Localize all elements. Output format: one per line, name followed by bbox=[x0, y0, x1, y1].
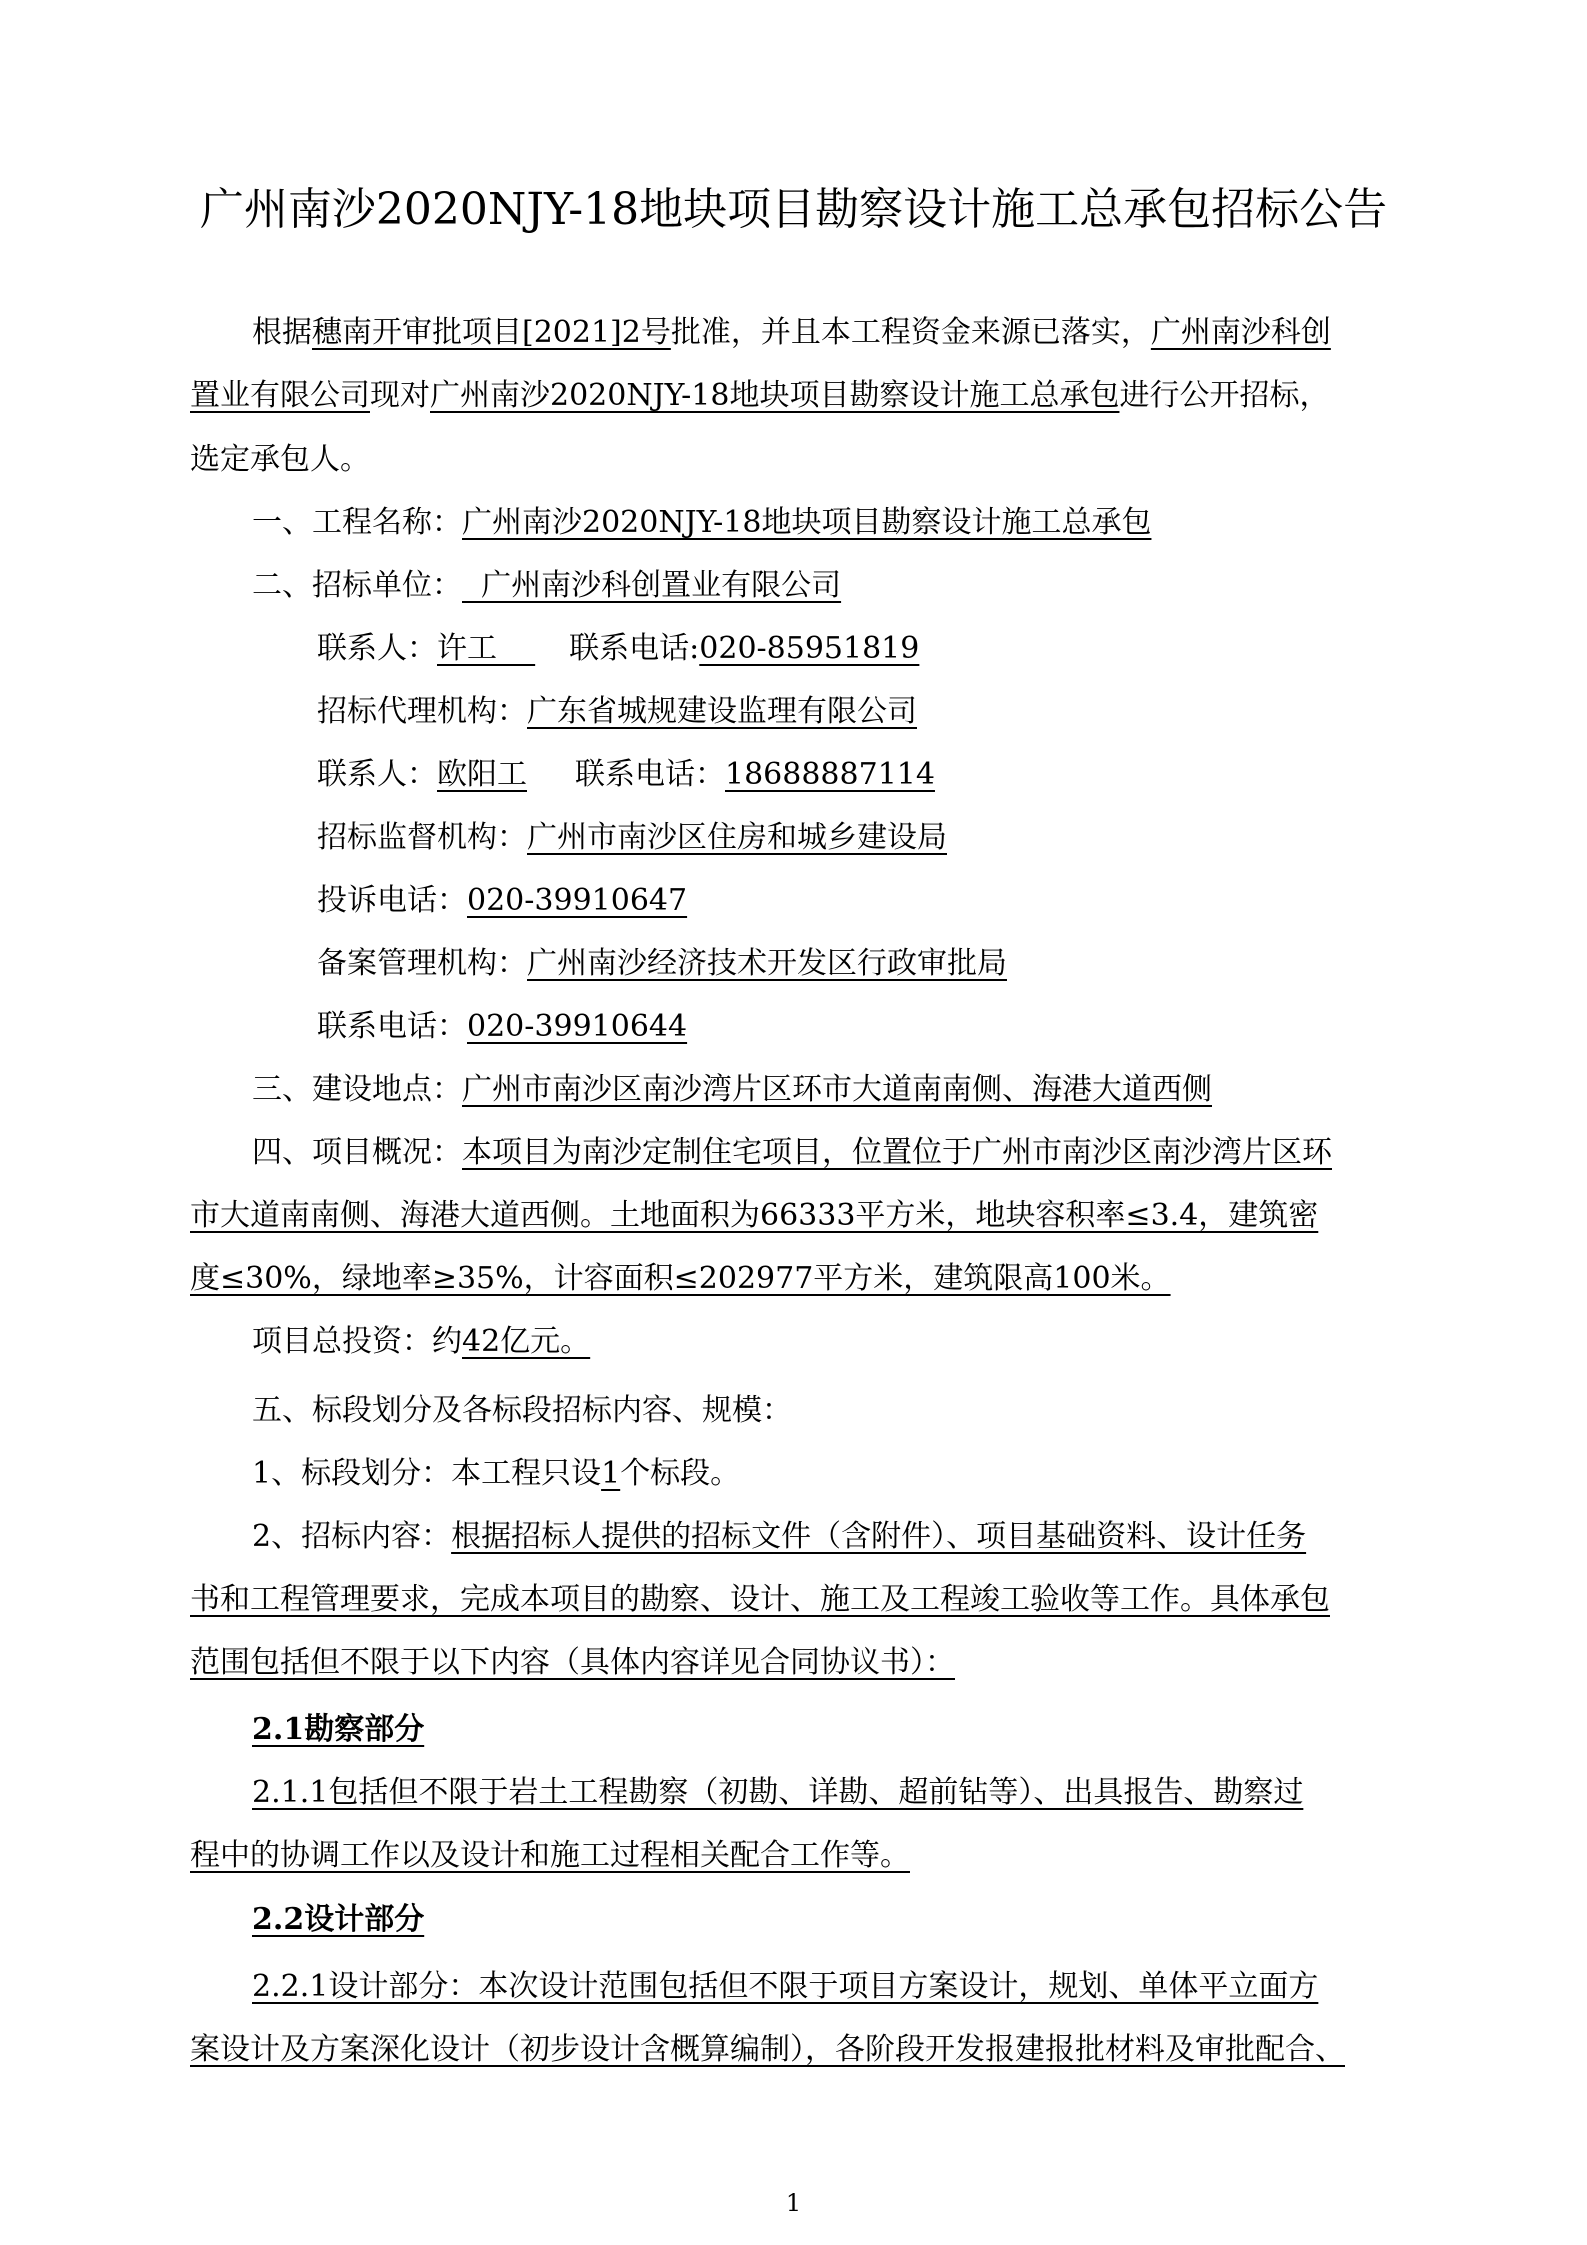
overview-label: 四、项目概况： bbox=[252, 1135, 462, 1170]
intro-mid3: 进行公开招标， bbox=[1119, 378, 1330, 413]
filing-line bbox=[0, 944, 1587, 984]
intro-end: 选定承包人。 bbox=[190, 442, 370, 477]
lot-division-prefix: 1、标段划分：本工程只设 bbox=[252, 1456, 602, 1491]
intro-line-2 bbox=[0, 376, 1587, 416]
design-text-2: 案设计及方案深化设计（初步设计含概算编制），各阶段开发报建报批材料及审批配合、 bbox=[190, 2032, 1345, 2067]
phone-value: 020-85951819 bbox=[699, 631, 920, 666]
tenderer-value: 广州南沙科创置业有限公司 bbox=[462, 568, 842, 603]
agency-contact-line bbox=[0, 755, 1587, 795]
supervisor-line bbox=[0, 818, 1587, 858]
approval-number: 穗南开审批项目[2021]2号 bbox=[312, 315, 671, 350]
lot-division-line bbox=[0, 1454, 1587, 1494]
scope-text-1: 根据招标人提供的招标文件（含附件）、项目基础资料、设计任务 bbox=[451, 1519, 1307, 1554]
scope-line-1 bbox=[0, 1517, 1587, 1557]
supervisor-value: 广州市南沙区住房和城乡建设局 bbox=[527, 820, 947, 855]
overview-text-3: 度≤30%，绿地率≥35%，计容面积≤202977平方米，建筑限高100米。 bbox=[190, 1261, 1171, 1296]
agency-label: 招标代理机构： bbox=[317, 694, 527, 729]
page-number: 1 bbox=[785, 2189, 802, 2217]
intro-mid1: 批准，并且本工程资金来源已落实， bbox=[670, 315, 1151, 350]
intro-line-3 bbox=[0, 440, 1587, 480]
survey-text-2: 程中的协调工作以及设计和施工过程相关配合工作等。 bbox=[190, 1838, 910, 1873]
section-lots-heading bbox=[0, 1391, 1587, 1431]
overview-line-2 bbox=[0, 1196, 1587, 1236]
scope-label: 2、招标内容： bbox=[252, 1519, 452, 1554]
section-project-name bbox=[0, 503, 1587, 543]
investment-value: 42亿元。 bbox=[462, 1324, 591, 1359]
document-title: 广州南沙2020NJY-18地块项目勘察设计施工总承包招标公告 bbox=[199, 184, 1388, 235]
agency-value: 广东省城规建设监理有限公司 bbox=[527, 694, 917, 729]
contact-value: 许工 bbox=[437, 631, 536, 666]
agency-phone-value: 18688887114 bbox=[725, 757, 935, 792]
intro-prefix: 根据 bbox=[252, 315, 312, 350]
section-tenderer bbox=[0, 566, 1587, 606]
filing-phone-line bbox=[0, 1007, 1587, 1047]
agency-contact-value: 欧阳工 bbox=[437, 757, 527, 792]
overview-text-1: 本项目为南沙定制住宅项目，位置位于广州市南沙区南沙湾片区环 bbox=[462, 1135, 1332, 1170]
survey-text-1: 2.1.1包括但不限于岩土工程勘察（初勘、详勘、超前钻等）、出具报告、勘察过 bbox=[252, 1775, 1304, 1810]
design-heading-line bbox=[0, 1900, 1587, 1940]
lot-division-suffix: 个标段。 bbox=[620, 1456, 741, 1491]
survey-heading-line bbox=[0, 1710, 1587, 1750]
scope-line-3 bbox=[0, 1643, 1587, 1683]
lot-count: 1 bbox=[601, 1456, 621, 1491]
survey-line-1 bbox=[0, 1773, 1587, 1813]
agency-line bbox=[0, 692, 1587, 732]
supervisor-label: 招标监督机构： bbox=[317, 820, 527, 855]
filing-value: 广州南沙经济技术开发区行政审批局 bbox=[527, 946, 1007, 981]
overview-text-2: 市大道南南侧、海港大道西侧。土地面积为66333平方米，地块容积率≤3.4，建筑密 bbox=[190, 1198, 1319, 1233]
design-line-2 bbox=[0, 2030, 1587, 2070]
intro-mid2: 现对 bbox=[370, 378, 430, 413]
complaint-line bbox=[0, 881, 1587, 921]
agency-phone-label: 联系电话： bbox=[575, 757, 725, 792]
tenderer-name-part2: 置业有限公司 bbox=[190, 378, 370, 413]
lots-heading: 五、标段划分及各标段招标内容、规模： bbox=[252, 1393, 792, 1428]
scope-text-3: 范围包括但不限于以下内容（具体内容详见合同协议书）： bbox=[190, 1645, 955, 1680]
tenderer-label: 二、招标单位： bbox=[252, 568, 462, 603]
project-name-value: 广州南沙2020NJY-18地块项目勘察设计施工总承包 bbox=[462, 505, 1152, 540]
design-heading: 2.2设计部分 bbox=[252, 1902, 425, 1937]
complaint-value: 020-39910647 bbox=[467, 883, 688, 918]
filing-label: 备案管理机构： bbox=[317, 946, 527, 981]
design-text-1: 2.2.1设计部分：本次设计范围包括但不限于项目方案设计，规划、单体平立面方 bbox=[252, 1969, 1319, 2004]
location-value: 广州市南沙区南沙湾片区环市大道南南侧、海港大道西侧 bbox=[462, 1072, 1212, 1107]
project-name: 广州南沙2020NJY-18地块项目勘察设计施工总承包 bbox=[430, 378, 1120, 413]
survey-heading: 2.1勘察部分 bbox=[252, 1712, 425, 1747]
scope-line-2 bbox=[0, 1580, 1587, 1620]
agency-contact-label: 联系人： bbox=[317, 757, 437, 792]
phone-label: 联系电话: bbox=[569, 631, 700, 666]
tenderer-contact-line bbox=[0, 629, 1587, 669]
intro-line-1 bbox=[0, 313, 1587, 353]
scope-text-2: 书和工程管理要求，完成本项目的勘察、设计、施工及工程竣工验收等工作。具体承包 bbox=[190, 1582, 1330, 1617]
filing-phone-value: 020-39910644 bbox=[467, 1009, 688, 1044]
contact-label: 联系人： bbox=[317, 631, 437, 666]
design-line-1 bbox=[0, 1967, 1587, 2007]
filing-phone-label: 联系电话： bbox=[317, 1009, 467, 1044]
survey-line-2 bbox=[0, 1836, 1587, 1876]
overview-line-1 bbox=[0, 1133, 1587, 1173]
location-label: 三、建设地点： bbox=[252, 1072, 462, 1107]
section-location bbox=[0, 1070, 1587, 1110]
complaint-label: 投诉电话： bbox=[317, 883, 467, 918]
tenderer-name-part1: 广州南沙科创 bbox=[1150, 315, 1331, 350]
investment-line bbox=[0, 1322, 1587, 1362]
overview-line-3 bbox=[0, 1259, 1587, 1299]
project-name-label: 一、工程名称： bbox=[252, 505, 462, 540]
investment-label: 项目总投资：约 bbox=[252, 1324, 462, 1359]
